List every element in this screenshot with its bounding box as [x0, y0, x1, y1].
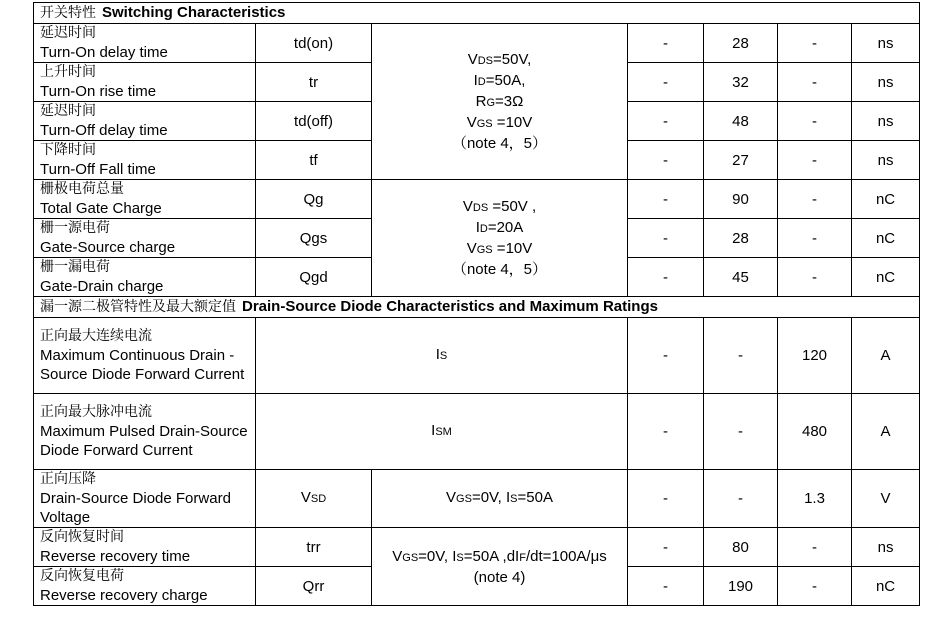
cond-line: VGS =10V	[466, 240, 533, 257]
min-value: -	[628, 470, 704, 528]
cond-line: VDS=50V,	[467, 51, 532, 68]
typ-value: 48	[704, 102, 778, 141]
symbol: trr	[256, 528, 372, 567]
min-value: -	[628, 63, 704, 102]
max-value: -	[778, 528, 852, 567]
param-name: 下降时间 Turn-Off Fall time	[34, 141, 256, 180]
typ-value: -	[704, 394, 778, 470]
typ-value: 90	[704, 180, 778, 219]
max-value: 480	[778, 394, 852, 470]
cond-line: VDS =50V ,	[462, 198, 537, 215]
spec-table	[33, 2, 920, 606]
cond-line: VGS =10V	[466, 114, 533, 131]
table-row	[34, 528, 920, 567]
max-value: -	[778, 219, 852, 258]
typ-value: 27	[704, 141, 778, 180]
test-conditions	[372, 24, 628, 180]
symbol: tf	[256, 141, 372, 180]
max-value: 1.3	[778, 470, 852, 528]
param-name: 正向最大脉冲电流 Maximum Pulsed Drain-Source Diode Forward Current	[34, 394, 256, 470]
symbol: ISM	[256, 394, 628, 470]
min-value: -	[628, 528, 704, 567]
param-name: 反向恢复电荷 Reverse recovery charge	[34, 567, 256, 606]
section-title: 开关特性 Switching Characteristics	[34, 3, 920, 24]
max-value: 120	[778, 318, 852, 394]
section-header-switching	[34, 3, 920, 24]
symbol: Qrr	[256, 567, 372, 606]
unit: ns	[852, 102, 920, 141]
unit: V	[852, 470, 920, 528]
max-value: -	[778, 180, 852, 219]
max-value: -	[778, 24, 852, 63]
test-conditions: VGS=0V, IS=50A	[372, 470, 628, 528]
min-value: -	[628, 258, 704, 297]
typ-value: 28	[704, 219, 778, 258]
min-value: -	[628, 102, 704, 141]
unit: ns	[852, 528, 920, 567]
param-name: 上升时间 Turn-On rise time	[34, 63, 256, 102]
param-name: 栅一源电荷 Gate-Source charge	[34, 219, 256, 258]
symbol: Qg	[256, 180, 372, 219]
symbol: IS	[256, 318, 628, 394]
typ-value: -	[704, 470, 778, 528]
max-value: -	[778, 141, 852, 180]
unit: A	[852, 394, 920, 470]
symbol: Qgd	[256, 258, 372, 297]
max-value: -	[778, 63, 852, 102]
unit: nC	[852, 567, 920, 606]
min-value: -	[628, 219, 704, 258]
typ-value: 28	[704, 24, 778, 63]
cond-line: ID=20A	[475, 219, 524, 236]
typ-value: -	[704, 318, 778, 394]
typ-value: 80	[704, 528, 778, 567]
min-value: -	[628, 24, 704, 63]
param-name: 正向压降 Drain-Source Diode Forward Voltage	[34, 470, 256, 528]
unit: ns	[852, 141, 920, 180]
max-value: -	[778, 258, 852, 297]
param-name: 正向最大连续电流 Maximum Continuous Drain - Source Diode Forward Current	[34, 318, 256, 394]
section-title: 漏一源二极管特性及最大额定值 Drain-Source Diode Characteristics and Maximum Ratings	[34, 297, 920, 318]
unit: ns	[852, 63, 920, 102]
cond-line: （note 4，5）	[451, 261, 548, 278]
symbol: td(on)	[256, 24, 372, 63]
min-value: -	[628, 567, 704, 606]
min-value: -	[628, 180, 704, 219]
unit: nC	[852, 219, 920, 258]
min-value: -	[628, 141, 704, 180]
unit: A	[852, 318, 920, 394]
test-conditions	[372, 528, 628, 606]
table-row	[34, 318, 920, 394]
param-name: 栅极电荷总量 Total Gate Charge	[34, 180, 256, 219]
symbol: td(off)	[256, 102, 372, 141]
min-value: -	[628, 318, 704, 394]
symbol: VSD	[256, 470, 372, 528]
table-row	[34, 394, 920, 470]
unit: nC	[852, 180, 920, 219]
table-row	[34, 180, 920, 219]
table-row	[34, 470, 920, 528]
typ-value: 190	[704, 567, 778, 606]
table-row	[34, 24, 920, 63]
cond-line: ID=50A,	[473, 72, 526, 89]
typ-value: 45	[704, 258, 778, 297]
test-conditions	[372, 180, 628, 297]
max-value: -	[778, 567, 852, 606]
param-name: 反向恢复时间 Reverse recovery time	[34, 528, 256, 567]
cond-line: VGS=0V, IS=50A ,dIF/dt=100A/μs	[392, 547, 607, 565]
param-name: 延迟时间 Turn-Off delay time	[34, 102, 256, 141]
symbol: tr	[256, 63, 372, 102]
cond-line: RG=3Ω	[475, 93, 524, 110]
section-header-diode	[34, 297, 920, 318]
cond-line: (note 4)	[473, 568, 526, 586]
cond-line: （note 4，5）	[451, 135, 548, 152]
unit: ns	[852, 24, 920, 63]
max-value: -	[778, 102, 852, 141]
min-value: -	[628, 394, 704, 470]
symbol: Qgs	[256, 219, 372, 258]
typ-value: 32	[704, 63, 778, 102]
unit: nC	[852, 258, 920, 297]
param-name: 栅一漏电荷 Gate-Drain charge	[34, 258, 256, 297]
param-name: 延迟时间 Turn-On delay time	[34, 24, 256, 63]
